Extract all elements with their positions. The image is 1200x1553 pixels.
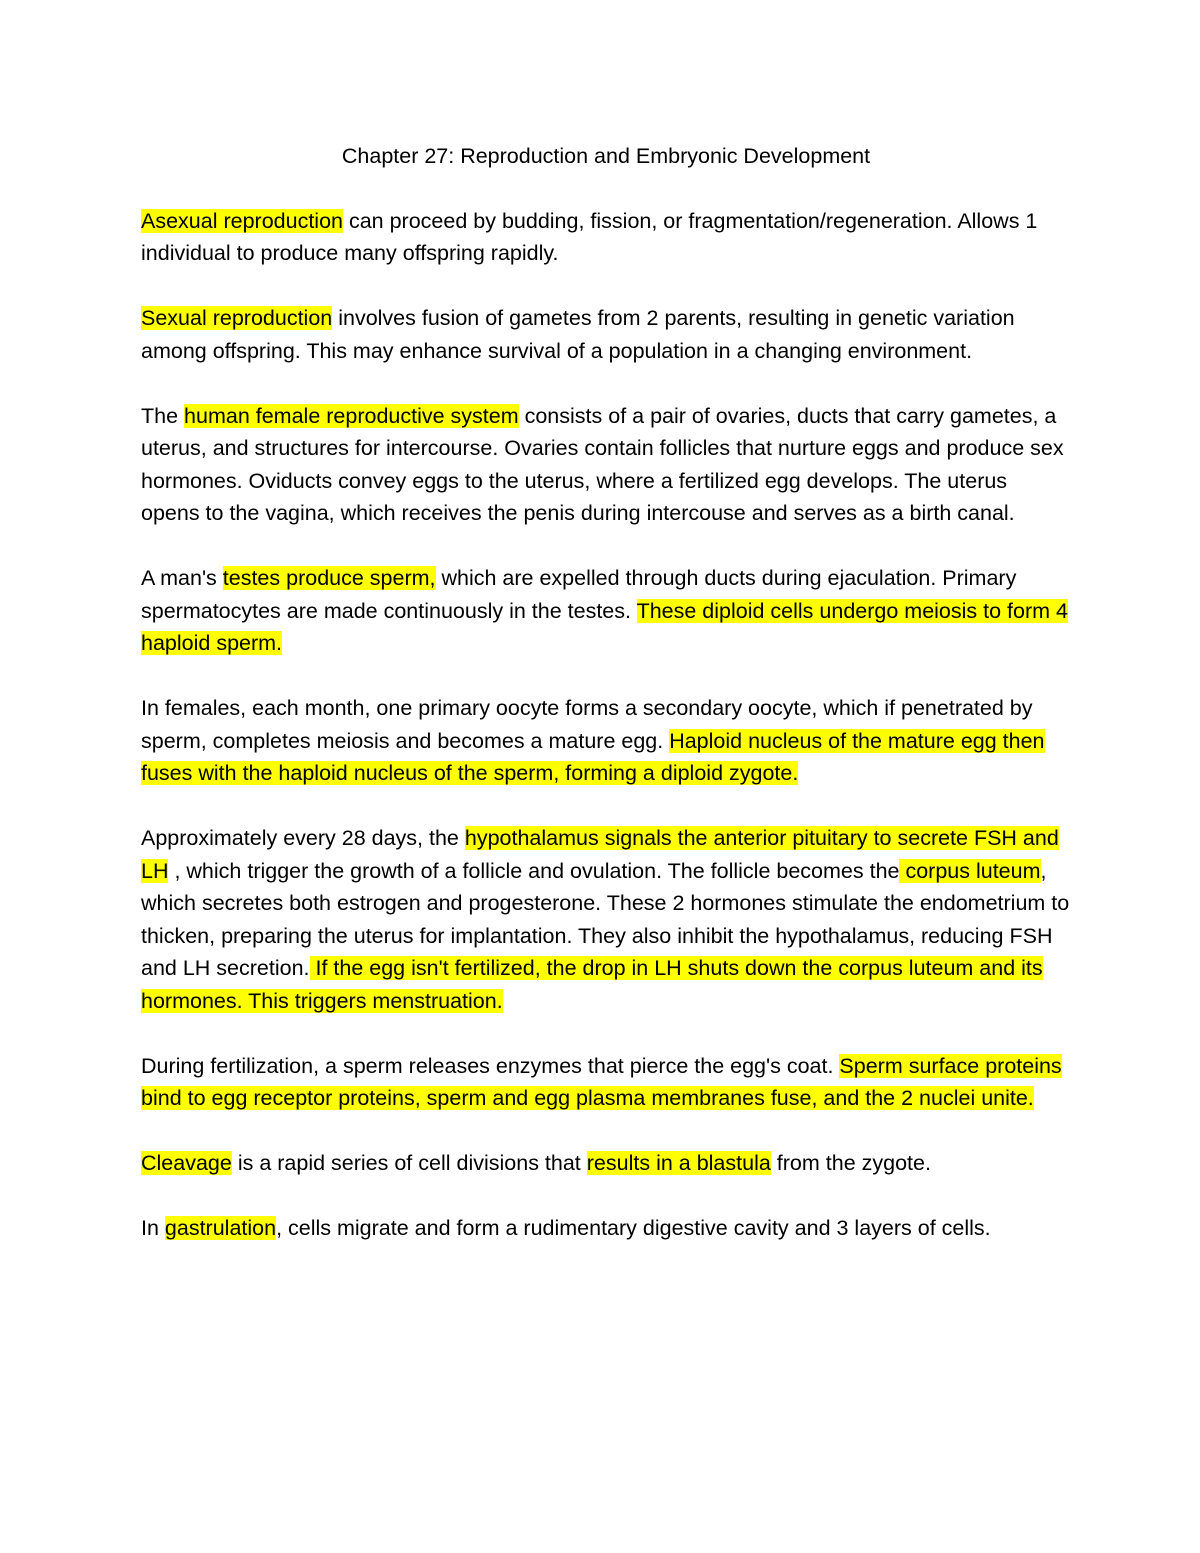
paragraph-text: Approximately every 28 days, the [141, 826, 465, 850]
paragraph-text: consists of a pair of ovaries, ducts that carry gametes, a uterus, and structures for intercourse. Ovaries contain follicles that nurture eggs and produce sex hormones. Oviducts convey eggs to the uterus, where a fertilized egg develops. The uterus opens to the vagina, which receives the penis during intercouse and serves as a birth canal. [141, 403, 1064, 525]
paragraph-text: from the zygote. [770, 1151, 931, 1175]
paragraph-text: involves fusion of gametes from 2 parents, resulting in genetic variation among offspring. This may enhance survival of a population in a changing environment. [141, 306, 1015, 363]
paragraph-text: , cells migrate and form a rudimentary digestive cavity and 3 layers of cells. [276, 1216, 991, 1240]
paragraph-cleavage [141, 1147, 1071, 1180]
highlighted-text: Sexual reproduction [141, 306, 333, 330]
highlighted-text: These diploid cells undergo meiosis to form 4 haploid sperm. [141, 598, 1068, 655]
highlighted-text: hypothalamus signals the anterior pituitary to secrete FSH and LH [141, 826, 1059, 883]
highlighted-text: corpus luteum [899, 858, 1041, 883]
document-page [141, 140, 1071, 1277]
highlighted-text: Asexual reproduction [141, 208, 343, 233]
paragraph-sexual-reproduction [141, 302, 1071, 367]
paragraph-text: A man's [141, 566, 223, 590]
highlighted-text: gastrulation [164, 1216, 277, 1240]
paragraph-text: During fertilization, a sperm releases enzymes that pierce the egg's coat. [141, 1053, 840, 1078]
paragraph-fertilization [141, 1050, 1071, 1115]
paragraph-text: The [141, 403, 185, 428]
paragraph-text: In females, each month, one primary oocyte forms a secondary oocyte, which if penetrated by sperm, completes meiosis and becomes a mature egg. [141, 696, 1033, 753]
highlighted-text: testes produce sperm, [222, 566, 436, 590]
highlighted-text: human female reproductive system [184, 403, 519, 428]
highlighted-text: results in a blastula [586, 1151, 771, 1175]
paragraph-female-reproductive-system [141, 400, 1071, 530]
highlighted-text: If the egg isn't fertilized, the drop in LH shuts down the corpus luteum and its hormones. This triggers menstruation. [141, 956, 1043, 1013]
paragraph-gastrulation [141, 1212, 1071, 1245]
paragraph-asexual-reproduction [141, 205, 1071, 270]
paragraph-text: In [141, 1216, 165, 1240]
highlighted-text: Sperm surface proteins bind to egg receptor proteins, sperm and egg plasma membranes fuse, and the 2 nuclei unite. [141, 1053, 1062, 1110]
paragraph-testes [141, 562, 1071, 660]
highlighted-text: Haploid nucleus of the mature egg then fuses with the haploid nucleus of the sperm, forming a diploid zygote. [141, 728, 1045, 785]
paragraph-text: is a rapid series of cell divisions that [231, 1151, 587, 1175]
paragraph-text: can proceed by budding, fission, or fragmentation/regeneration. Allows 1 individual to produce many offspring rapidly. [141, 208, 1038, 265]
paragraph-oocyte [141, 692, 1071, 790]
page-title: Chapter 27: Reproduction and Embryonic Development [341, 144, 871, 168]
paragraph-text: , which trigger the growth of a follicle and ovulation. The follicle becomes the [168, 858, 900, 883]
paragraph-text: , which secretes both estrogen and progesterone. These 2 hormones stimulate the endometrium to thicken, preparing the uterus for implantation. They also inhibit the hypothalamus, reducing FSH and LH secretion. [141, 858, 1070, 980]
highlighted-text: Cleavage [141, 1151, 232, 1175]
paragraph-hormone-cycle [141, 822, 1071, 1017]
paragraph-text: which are expelled through ducts during ejaculation. Primary spermatocytes are made continuously in the testes. [141, 566, 1017, 623]
